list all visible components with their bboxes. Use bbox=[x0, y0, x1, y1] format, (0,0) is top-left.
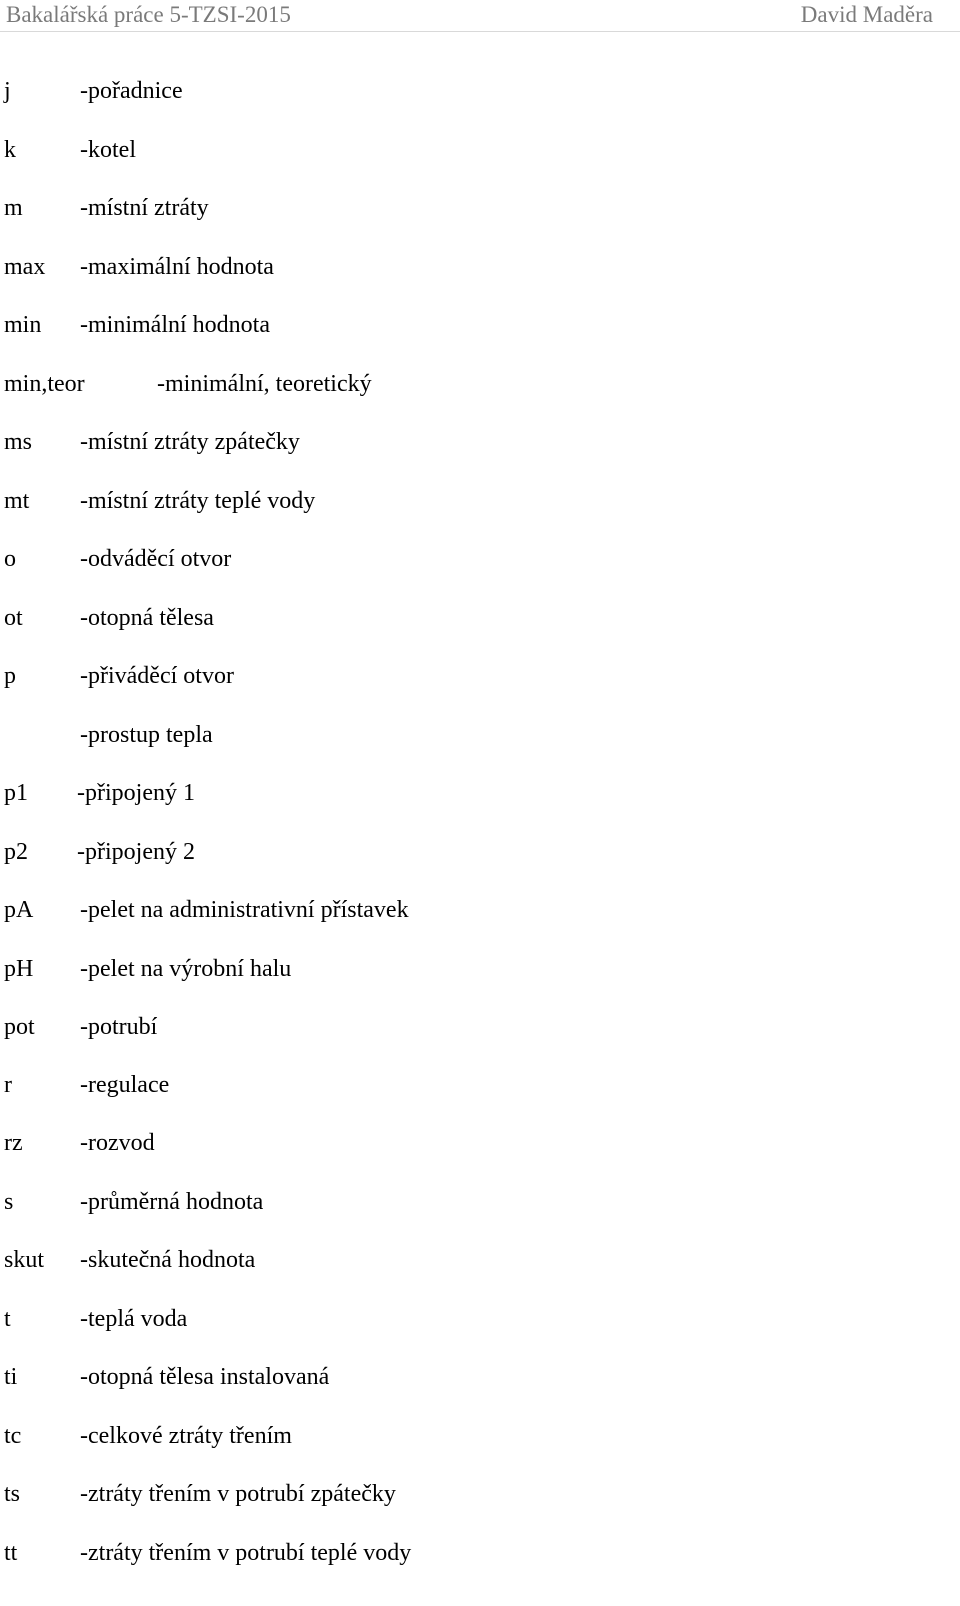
list-item bbox=[0, 1419, 960, 1453]
list-item bbox=[0, 191, 960, 225]
symbol-description: -místní ztráty zpátečky bbox=[80, 429, 300, 455]
symbol-label: o bbox=[4, 546, 16, 572]
list-item bbox=[0, 250, 960, 284]
symbol-label: s bbox=[4, 1189, 14, 1215]
symbol-label: ti bbox=[4, 1364, 18, 1390]
symbol-description: -otopná tělesa bbox=[80, 605, 214, 631]
symbol-label: m bbox=[4, 195, 23, 221]
symbol-description: -teplá voda bbox=[80, 1306, 188, 1332]
symbol-label: rz bbox=[4, 1130, 23, 1156]
symbol-description: -minimální, teoretický bbox=[157, 371, 372, 397]
symbol-label: pA bbox=[4, 897, 34, 923]
symbol-label: skut bbox=[4, 1247, 45, 1273]
list-item bbox=[0, 308, 960, 342]
symbol-description: -průměrná hodnota bbox=[80, 1189, 264, 1215]
symbol-label: pot bbox=[4, 1014, 35, 1040]
symbol-description: -přiváděcí otvor bbox=[80, 663, 234, 689]
symbol-description: -rozvod bbox=[80, 1130, 155, 1156]
symbol-label: t bbox=[4, 1306, 11, 1332]
list-item bbox=[0, 1536, 960, 1570]
symbol-label: p bbox=[4, 663, 16, 689]
symbol-description: -otopná tělesa instalovaná bbox=[80, 1364, 330, 1390]
symbol-description: -skutečná hodnota bbox=[80, 1247, 256, 1273]
list-item bbox=[0, 133, 960, 167]
symbol-description: -minimální hodnota bbox=[80, 312, 270, 338]
symbol-label: mt bbox=[4, 488, 30, 514]
list-item bbox=[0, 74, 960, 108]
symbol-label: k bbox=[4, 137, 16, 163]
header-author: David Maděra bbox=[800, 2, 933, 27]
list-item bbox=[0, 1360, 960, 1394]
list-item bbox=[0, 835, 960, 869]
symbol-description: -ztráty třením v potrubí zpátečky bbox=[80, 1481, 396, 1507]
symbol-description: -kotel bbox=[80, 137, 136, 163]
symbol-description: -pelet na výrobní halu bbox=[80, 956, 292, 982]
symbol-description: -regulace bbox=[80, 1072, 170, 1098]
list-item bbox=[0, 718, 960, 752]
list-item bbox=[0, 893, 960, 927]
symbol-description: -pořadnice bbox=[80, 78, 183, 104]
list-item bbox=[0, 425, 960, 459]
symbol-label: j bbox=[4, 78, 11, 104]
list-item bbox=[0, 1126, 960, 1160]
symbol-description: -odváděcí otvor bbox=[80, 546, 232, 572]
symbol-label: p1 bbox=[4, 780, 28, 806]
list-item bbox=[0, 776, 960, 810]
symbol-label: ms bbox=[4, 429, 33, 455]
list-item bbox=[0, 1068, 960, 1102]
symbol-label: r bbox=[4, 1072, 12, 1098]
list-item bbox=[0, 601, 960, 635]
symbol-description: -maximální hodnota bbox=[80, 254, 274, 280]
symbol-label: min bbox=[4, 312, 42, 338]
symbol-label: tc bbox=[4, 1423, 22, 1449]
symbol-label: ts bbox=[4, 1481, 21, 1507]
symbol-description: -pelet na administrativní přístavek bbox=[80, 897, 409, 923]
list-item bbox=[0, 1302, 960, 1336]
header-thesis-title: Bakalářská práce 5-TZSI-2015 bbox=[6, 2, 291, 27]
list-item bbox=[0, 542, 960, 576]
symbol-description: -ztráty třením v potrubí teplé vody bbox=[80, 1540, 412, 1566]
list-item bbox=[0, 952, 960, 986]
list-item bbox=[0, 1243, 960, 1277]
symbol-description: -místní ztráty teplé vody bbox=[80, 488, 316, 514]
symbol-description: -připojený 2 bbox=[77, 839, 195, 865]
symbol-label: max bbox=[4, 254, 46, 280]
symbol-description: -prostup tepla bbox=[80, 722, 213, 748]
list-item bbox=[0, 659, 960, 693]
list-item bbox=[0, 1185, 960, 1219]
list-item bbox=[0, 484, 960, 518]
symbol-description: -celkové ztráty třením bbox=[80, 1423, 292, 1449]
symbol-label: ot bbox=[4, 605, 23, 631]
list-item bbox=[0, 1477, 960, 1511]
symbol-label: tt bbox=[4, 1540, 18, 1566]
symbol-label: p2 bbox=[4, 839, 28, 865]
symbol-description: -připojený 1 bbox=[77, 780, 195, 806]
symbol-description: -místní ztráty bbox=[80, 195, 209, 221]
list-item bbox=[0, 367, 960, 401]
symbol-label: pH bbox=[4, 956, 34, 982]
list-item bbox=[0, 1010, 960, 1044]
symbol-description: -potrubí bbox=[80, 1014, 158, 1040]
symbol-label: min,teor bbox=[4, 371, 85, 397]
